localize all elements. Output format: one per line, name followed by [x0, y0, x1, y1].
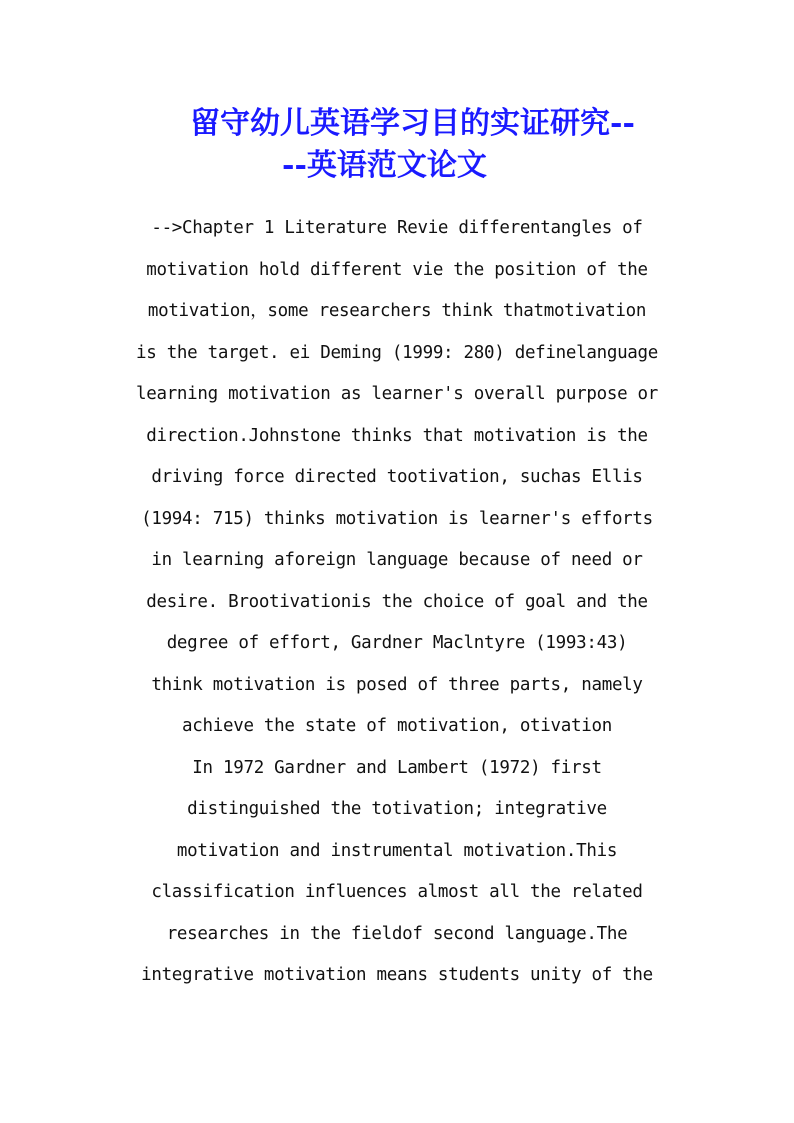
- text-line: think motivation is posed of three parts, namely: [151, 674, 643, 695]
- page-title: [130, 103, 690, 187]
- text-line: researches in the fieldof second language.The: [166, 923, 628, 944]
- text-line: (1994: 715) thinks motivation is learner's efforts: [141, 508, 653, 529]
- text-line: classification influences almost all the related: [151, 882, 643, 902]
- title-line-1: 留守幼儿英语学习目的实证研究--: [190, 106, 635, 141]
- text-line: motivation，some researchers think thatmotivation: [147, 301, 647, 321]
- text-line: In 1972 Gardner and Lambert (1972) first: [192, 757, 602, 778]
- text-line: driving force directed tootivation, suchas Ellis: [151, 467, 643, 487]
- text-line: distinguished the totivation; integrative: [187, 799, 607, 819]
- body-text: [100, 208, 694, 997]
- text-line: motivation hold different vie the position of the: [146, 259, 648, 280]
- text-line: motivation and instrumental motivation.This: [176, 840, 618, 861]
- text-line: achieve the state of motivation, otivation: [182, 716, 612, 736]
- text-line: integrative motivation means students unity of the: [141, 965, 653, 985]
- text-line: learning motivation as learner's overall purpose or: [135, 384, 659, 404]
- text-line: desire. Brootivationis the choice of goal and the: [146, 591, 648, 612]
- text-line: -->Chapter 1 Literature Revie differentangles of: [151, 218, 643, 238]
- text-line: direction.Johnstone thinks that motivation is the: [146, 425, 648, 446]
- text-line: is the target. ei Deming (1999: 280) definelanguage: [135, 342, 659, 363]
- text-line: degree of effort, Gardner Maclntyre (1993:43): [166, 633, 628, 653]
- text-line: in learning aforeign language because of need or: [151, 550, 643, 570]
- title-line-2: --英语范文论文: [282, 148, 487, 183]
